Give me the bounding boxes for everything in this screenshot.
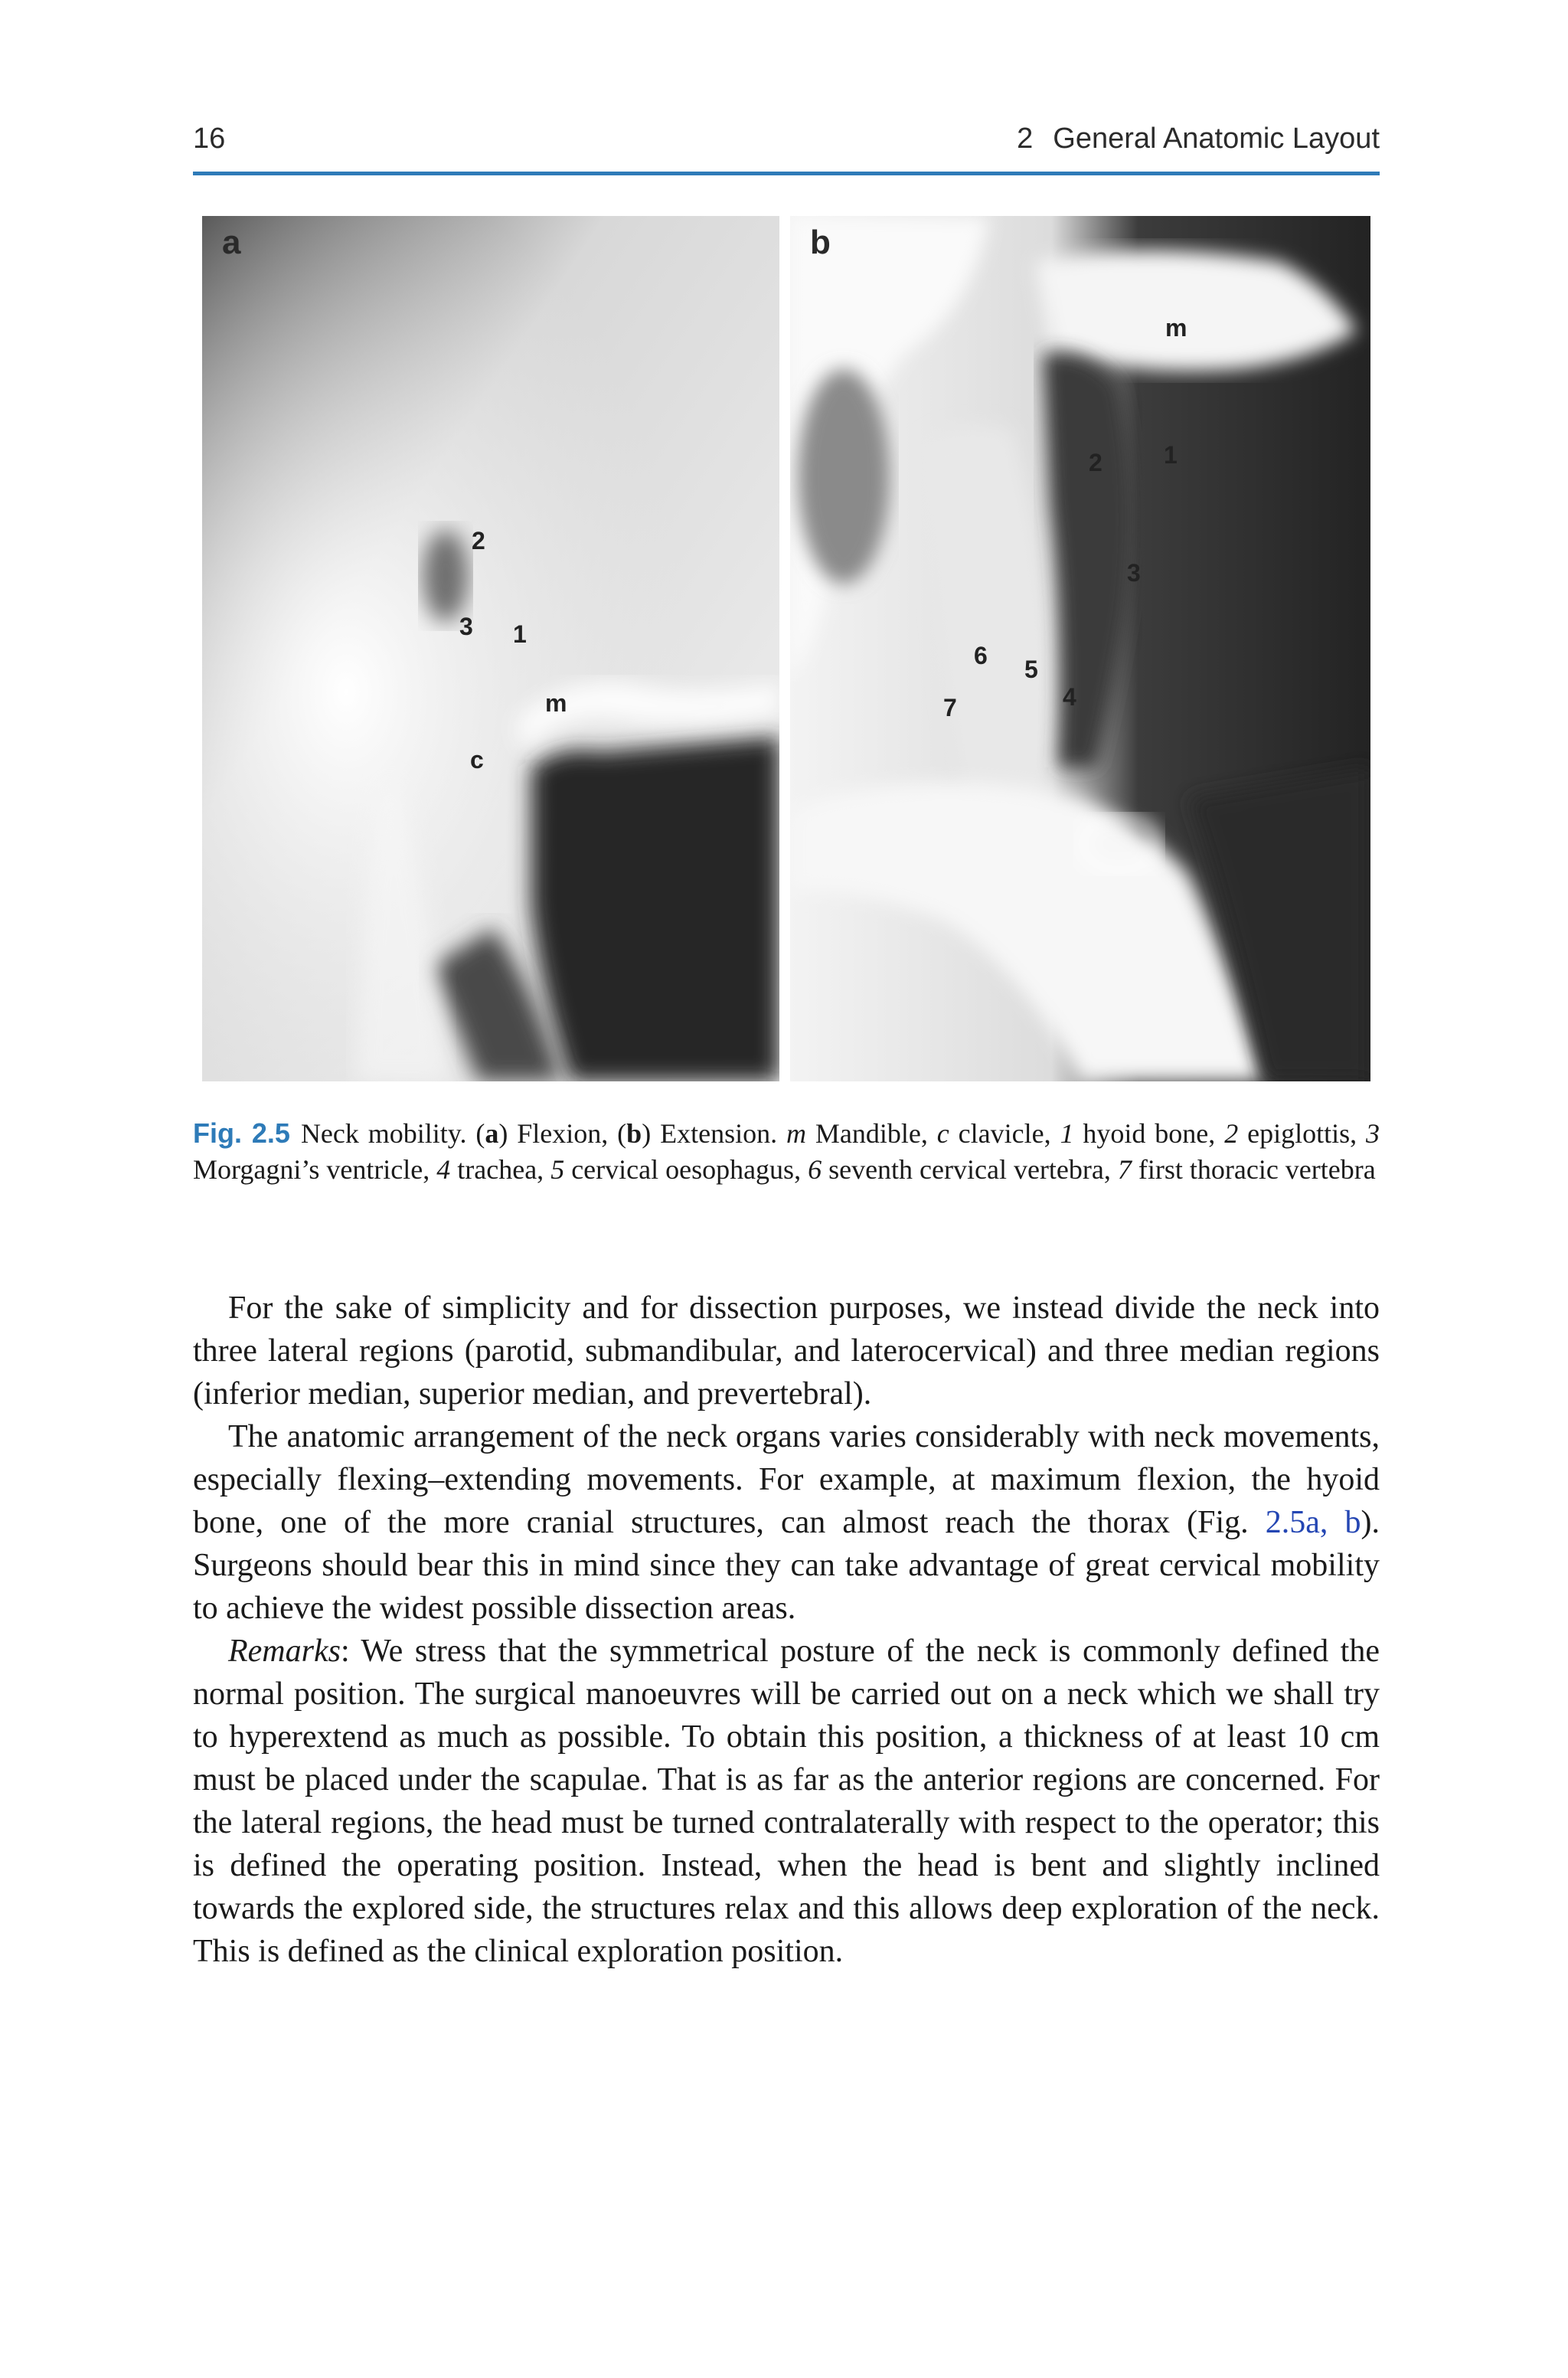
label-mandible: m bbox=[1165, 314, 1187, 342]
label-epiglottis: 2 bbox=[1089, 449, 1102, 476]
paragraph-2 bbox=[193, 1415, 1380, 1630]
caption-key-3: 3 bbox=[1366, 1118, 1380, 1149]
label-seventh-cervical-vertebra: 6 bbox=[974, 642, 988, 669]
figure-reference-link[interactable]: 2.5a, b bbox=[1265, 1505, 1361, 1540]
label-morgagni-ventricle: 3 bbox=[1127, 559, 1141, 587]
paragraph-1: For the sake of simplicity and for dissection purposes, we instead divide the neck into three lateral regions (parotid, submandibular, and laterocervical) and three median regions (inferior median, superior median, and prevertebral). bbox=[193, 1290, 1380, 1411]
caption-text: Neck mobility. ( bbox=[300, 1118, 485, 1149]
xray-panel-a bbox=[202, 216, 779, 1081]
label-epiglottis: 2 bbox=[472, 527, 485, 554]
caption-figure-label: Fig. 2.5 bbox=[193, 1117, 290, 1149]
label-mandible: m bbox=[545, 689, 567, 717]
caption-text: hyoid bone, bbox=[1073, 1118, 1225, 1149]
figure-caption bbox=[193, 1115, 1380, 1188]
caption-panel-a-ref: a bbox=[485, 1118, 499, 1149]
body-text bbox=[193, 1287, 1380, 1973]
caption-text: ) Flexion, ( bbox=[498, 1118, 627, 1149]
paragraph-3 bbox=[193, 1630, 1380, 1973]
label-cervical-oesophagus: 5 bbox=[1024, 656, 1038, 683]
chapter-number: 2 bbox=[1017, 123, 1034, 155]
chapter-title bbox=[1017, 123, 1380, 155]
panel-letter-b: b bbox=[810, 224, 831, 261]
caption-key-2: 2 bbox=[1224, 1118, 1239, 1149]
remarks-label: Remarks bbox=[228, 1634, 341, 1669]
caption-key-1: 1 bbox=[1060, 1118, 1074, 1149]
caption-text: trachea, bbox=[450, 1154, 551, 1185]
label-first-thoracic-vertebra: 7 bbox=[943, 694, 957, 721]
running-head bbox=[193, 123, 1380, 164]
caption-text: clavicle, bbox=[949, 1118, 1060, 1149]
caption-text: Morgagni’s ventricle, bbox=[193, 1154, 437, 1185]
panel-letter-a: a bbox=[222, 224, 241, 261]
label-hyoid-bone: 1 bbox=[1164, 441, 1178, 469]
xray-image-flexion bbox=[202, 216, 779, 1081]
page-number: 16 bbox=[193, 123, 226, 155]
paragraph-2-end: ). Surgeons should bear this in mind since they can take advantage of great cervical mobility to achieve the widest possible dissection areas. bbox=[193, 1505, 1380, 1626]
caption-text: cervical oesophagus, bbox=[564, 1154, 808, 1185]
chapter-title-text: General Anatomic Layout bbox=[1053, 123, 1380, 155]
caption-key-4: 4 bbox=[436, 1154, 451, 1185]
caption-text: seventh cervical vertebra, bbox=[822, 1154, 1118, 1185]
caption-key-6: 6 bbox=[808, 1154, 822, 1185]
caption-key-5: 5 bbox=[550, 1154, 565, 1185]
label-morgagni-ventricle: 3 bbox=[459, 613, 473, 640]
xray-panel-b bbox=[790, 216, 1370, 1081]
paragraph-2-start: The anatomic arrangement of the neck organs varies considerably with neck movements, especially flexing–extending movements. For example, at maximum flexion, the hyoid bone, one of the more cranial structures, can almost reach the thorax (Fig. bbox=[193, 1419, 1380, 1540]
header-rule bbox=[193, 172, 1380, 175]
caption-panel-b-ref: b bbox=[626, 1118, 642, 1149]
paragraph-3-text: : We stress that the symmetrical posture of the neck is commonly defined the normal position. The surgical manoeuvres will be carried out on a neck which we shall try to hyperextend as much as possible. To obtain this position, a thickness of at least 10 cm must be placed under the scapulae. That is as far as the anterior regions are concerned. For the lateral regions, the head must be turned contralaterally with respect to the operator; this is defined the operating position. Instead, when the head is bent and slightly inclined towards the explored side, the structures relax and this allows deep exploration of the neck. This is defined as the clinical exploration position. bbox=[193, 1634, 1380, 1969]
caption-key-m: m bbox=[786, 1118, 806, 1149]
label-trachea: 4 bbox=[1063, 683, 1076, 711]
caption-text: epiglottis, bbox=[1238, 1118, 1366, 1149]
caption-key-7: 7 bbox=[1117, 1154, 1132, 1185]
caption-text: first thoracic vertebra bbox=[1131, 1154, 1376, 1185]
caption-text: Mandible, bbox=[805, 1118, 937, 1149]
caption-key-c: c bbox=[936, 1118, 949, 1149]
label-clavicle: c bbox=[470, 746, 484, 774]
caption-text: ) Extension. bbox=[642, 1118, 786, 1149]
xray-image-extension bbox=[790, 216, 1370, 1081]
label-hyoid-bone: 1 bbox=[513, 620, 527, 648]
